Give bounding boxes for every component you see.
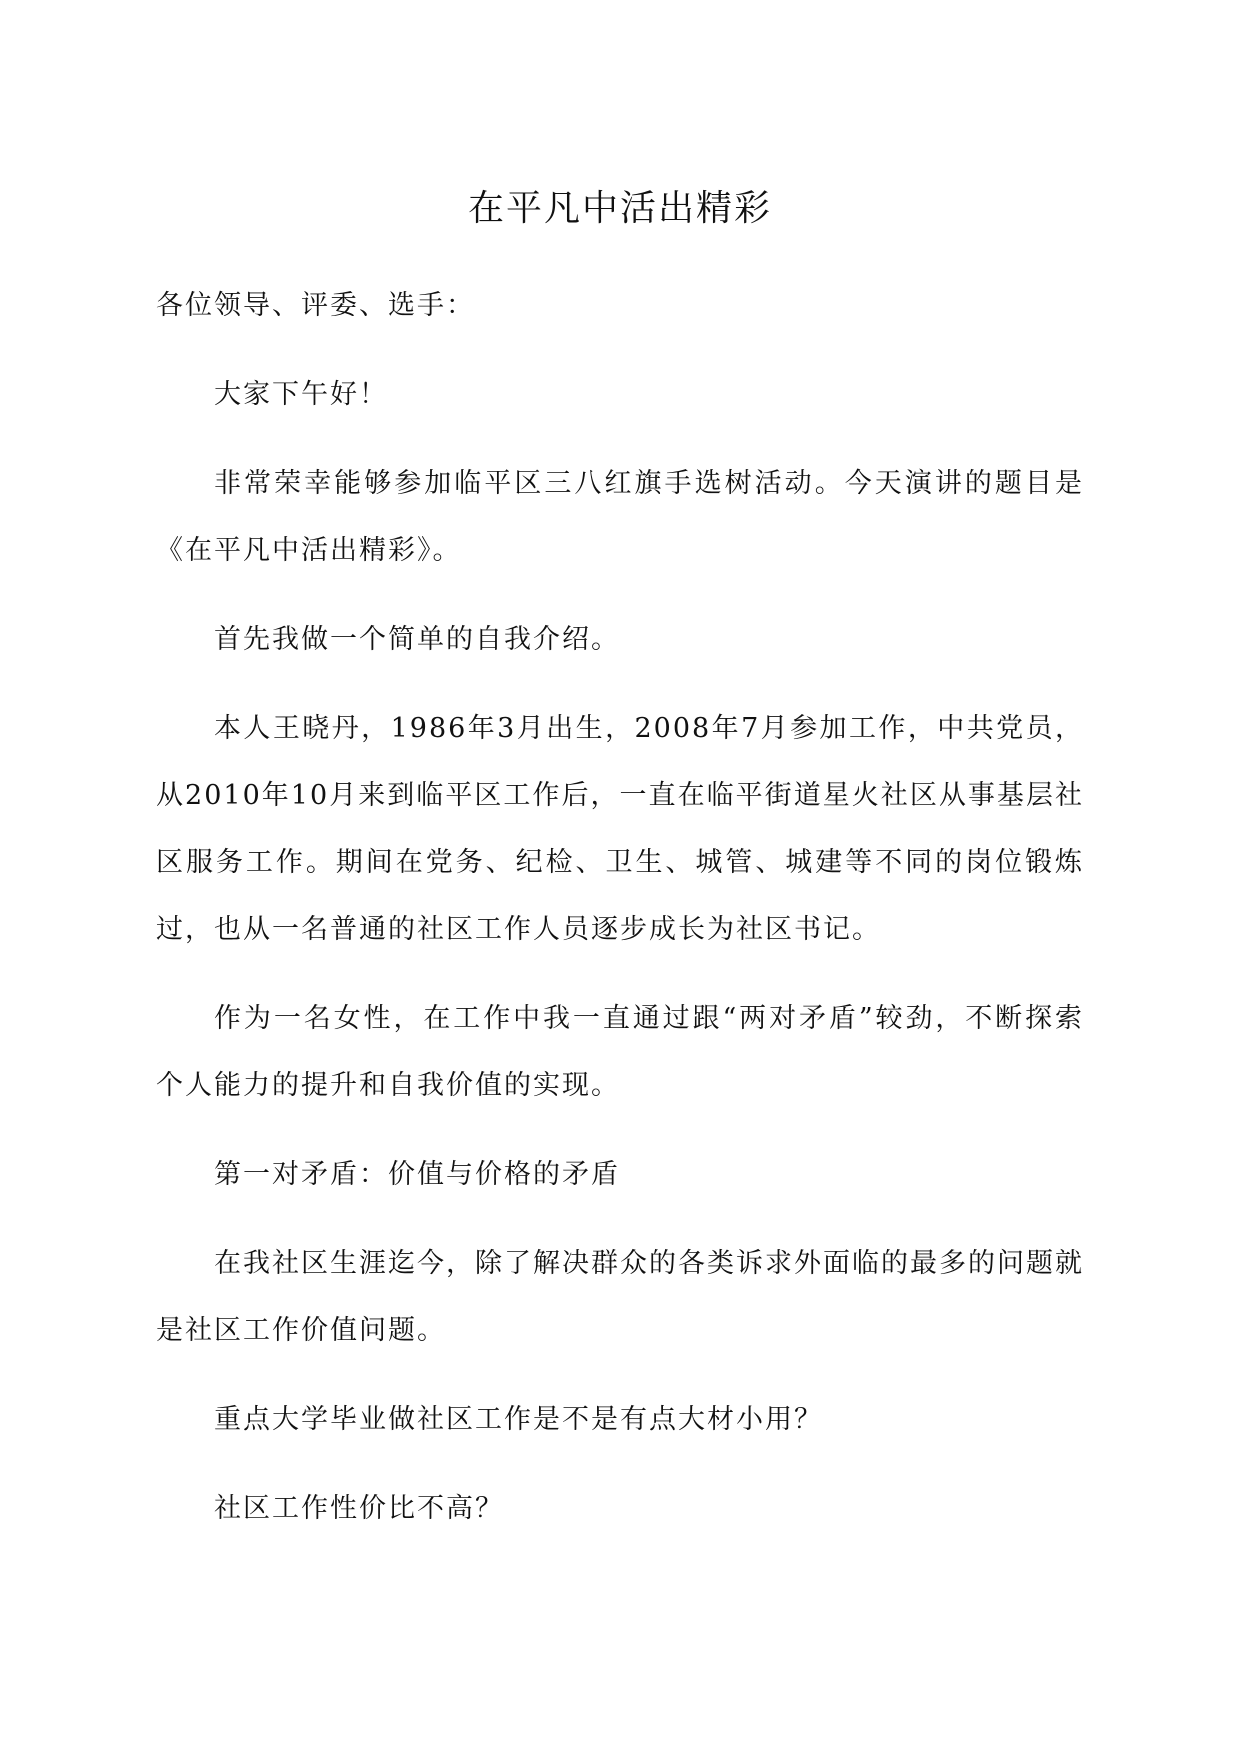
document-body	[156, 272, 1084, 1564]
salutation-paragraph: 各位领导、评委、选手：	[156, 290, 475, 321]
contradictions-paragraph: 作为一名女性，在工作中我一直通过跟“两对矛盾”较劲，不断探索个人能力的提升和自我价值的实现。	[156, 1003, 1084, 1101]
question-paragraph-2: 社区工作性价比不高？	[214, 1493, 504, 1524]
biography-paragraph: 本人王晓丹，1986年3月出生，2008年7月参加工作，中共党员，从2010年10月来到临平区工作后，一直在临平街道星火社区从事基层社区服务工作。期间在党务、纪检、卫生、城管、城建等不同的岗位锻炼过，也从一名普通的社区工作人员逐步成长为社区书记。	[156, 713, 1084, 945]
intro-paragraph: 非常荣幸能够参加临平区三八红旗手选树活动。今天演讲的题目是《在平凡中活出精彩》。	[156, 468, 1084, 566]
greeting-paragraph: 大家下午好！	[214, 379, 388, 410]
question-paragraph-1: 重点大学毕业做社区工作是不是有点大材小用？	[214, 1404, 823, 1435]
document-title: 在平凡中活出精彩	[467, 188, 772, 229]
self-intro-lead-paragraph: 首先我做一个简单的自我介绍。	[214, 624, 620, 655]
first-contradiction-heading: 第一对矛盾：价值与价格的矛盾	[214, 1159, 620, 1190]
value-question-paragraph: 在我社区生涯迄今，除了解决群众的各类诉求外面临的最多的问题就是社区工作价值问题。	[156, 1248, 1084, 1346]
